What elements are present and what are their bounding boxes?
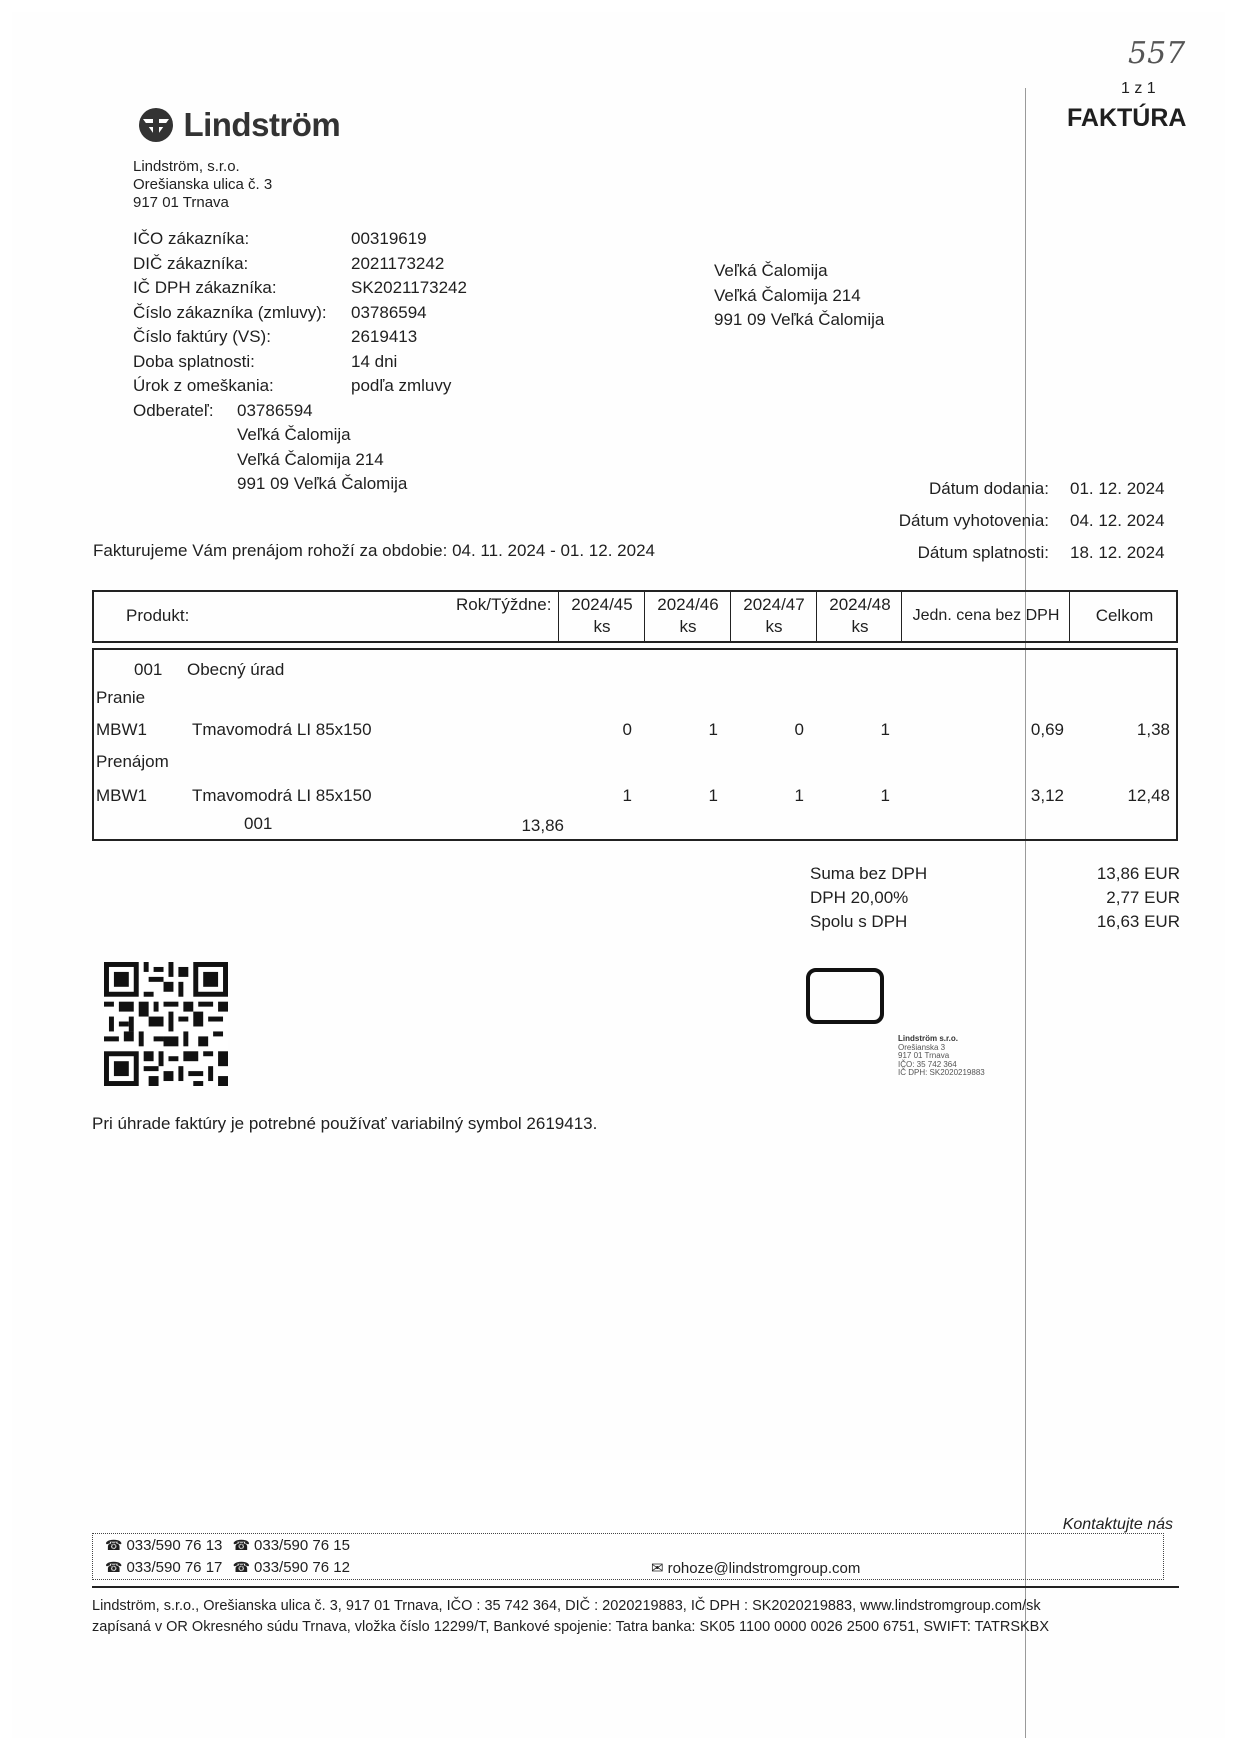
footer-line-1: Lindström, s.r.o., Orešianska ulica č. 3, 917 01 Trnava, IČO : 35 742 364, DIČ : 2020219883, IČ DPH : SK2020219883, www.lindstromgroup.com/sk xyxy=(92,1598,1041,1614)
odberatel-label: Odberateľ: xyxy=(133,400,214,420)
odberatel-city: 991 09 Veľká Čalomija xyxy=(237,474,408,493)
unit-label: ks xyxy=(593,617,611,636)
stamp-line: IČ DPH: SK2020219883 xyxy=(898,1068,985,1077)
stamp-line: IČO: 35 742 364 xyxy=(898,1059,957,1069)
recipient-city: 991 09 Veľká Čalomija xyxy=(714,310,885,329)
unit-label: ks xyxy=(851,617,869,636)
info-value: 14 dni xyxy=(351,351,398,371)
stamp-line: 917 01 Trnava xyxy=(898,1051,950,1060)
date-value: 04. 12. 2024 xyxy=(1070,511,1165,530)
header-week xyxy=(818,594,902,638)
phone-number: 033/590 76 15 xyxy=(254,1537,350,1554)
total-value: 13,86 EUR xyxy=(1096,864,1180,883)
phone-number: 033/590 76 17 xyxy=(126,1559,223,1576)
unit-label: ks xyxy=(679,617,697,636)
column-divider xyxy=(730,592,731,641)
phone-icon: ☎ xyxy=(232,1537,251,1553)
header-product: Produkt: xyxy=(126,606,190,625)
info-row xyxy=(133,374,467,399)
info-value: podľa zmluvy xyxy=(351,376,452,395)
info-label: Číslo faktúry (VS): xyxy=(133,327,271,346)
date-value: 01. 12. 2024 xyxy=(1070,479,1165,498)
item-qty: 1 xyxy=(708,720,718,739)
footer-line-2: zapísaná v OR Okresného súdu Trnava, vložka číslo 12299/T, Bankové spojenie: Tatra banka: SK05 1100 0000 0026 2500 6751, SWIFT: TATRSKBX xyxy=(92,1619,1050,1635)
supplier-city: 917 01 Trnava xyxy=(133,194,229,211)
logo-text: Lindström xyxy=(183,106,341,143)
page-indicator: 1 z 1 xyxy=(1121,80,1156,97)
table-header xyxy=(92,590,1178,643)
contact-box xyxy=(92,1533,1164,1580)
section-name: Prenájom xyxy=(96,752,169,771)
redacted-signature xyxy=(806,968,884,1024)
recipient-street: Veľká Čalomija 214 xyxy=(714,285,861,305)
recipient-name: Veľká Čalomija xyxy=(714,261,828,280)
recipient-address xyxy=(714,259,884,333)
group-code: 001 xyxy=(134,660,163,679)
company-stamp xyxy=(898,1035,985,1078)
info-label: Doba splatnosti: xyxy=(133,351,255,371)
supplier-name: Lindström, s.r.o. xyxy=(133,158,240,175)
payment-note: Pri úhrade faktúry je potrebné používať variabilný symbol 2619413. xyxy=(92,1114,598,1133)
odberatel-row xyxy=(133,399,467,424)
column-divider xyxy=(1069,592,1070,641)
email-link[interactable]: rohoze@lindstromgroup.com xyxy=(667,1560,861,1577)
total-value: 16,63 EUR xyxy=(1096,912,1180,931)
info-row xyxy=(133,325,467,350)
info-value: 03786594 xyxy=(351,302,427,322)
document-title: FAKTÚRA xyxy=(1067,104,1187,132)
item-total: 1,38 xyxy=(1136,720,1170,739)
unit-label: ks xyxy=(765,617,783,636)
info-value: 2619413 xyxy=(351,327,418,346)
item-price: 3,12 xyxy=(1030,786,1064,805)
header-year-week: Rok/Týždne: xyxy=(456,595,552,614)
phone-icon: ☎ xyxy=(105,1559,123,1575)
phone-row xyxy=(105,1559,350,1576)
handwritten-number: 557 xyxy=(1128,36,1186,71)
qr-code-icon xyxy=(104,962,228,1086)
item-total: 12,48 xyxy=(1127,786,1170,805)
header-week xyxy=(560,594,644,638)
date-label: Dátum splatnosti: xyxy=(917,543,1049,562)
item-qty: 0 xyxy=(794,720,804,739)
header-week xyxy=(646,594,730,638)
info-row xyxy=(133,227,467,252)
phone-number: 033/590 76 12 xyxy=(254,1559,350,1576)
phone-row xyxy=(105,1537,350,1554)
info-label: IČO zákazníka: xyxy=(133,229,250,248)
total-label: Spolu s DPH xyxy=(810,912,908,931)
odberatel-street: Veľká Čalomija 214 xyxy=(237,449,384,469)
supplier-street: Orešianska ulica č. 3 xyxy=(133,176,273,193)
group-name: Obecný úrad xyxy=(187,660,285,679)
item-qty: 1 xyxy=(880,786,890,805)
contact-title: Kontaktujte nás xyxy=(1062,1516,1173,1533)
info-value: SK2021173242 xyxy=(351,278,467,297)
supplier-address xyxy=(133,158,272,212)
header-unit-price: Jedn. cena bez DPH xyxy=(912,607,1060,624)
week-label: 2024/48 xyxy=(829,595,891,614)
column-divider xyxy=(558,592,559,641)
item-code: MBW1 xyxy=(96,786,147,805)
billing-period: Fakturujeme Vám prenájom rohoží za obdobie: 04. 11. 2024 - 01. 12. 2024 xyxy=(93,541,655,560)
total-label: DPH 20,00% xyxy=(810,888,909,907)
phone-icon: ☎ xyxy=(232,1559,251,1575)
subtotal-code: 001 xyxy=(244,814,273,833)
total-label: Suma bez DPH xyxy=(810,864,928,883)
info-label: Úrok z omeškania: xyxy=(133,376,274,395)
subtotal-value: 13,86 xyxy=(521,816,564,835)
total-value: 2,77 EUR xyxy=(1106,888,1180,907)
item-code: MBW1 xyxy=(96,720,147,739)
customer-info xyxy=(133,227,467,497)
stamp-line: Orešianska 3 xyxy=(898,1042,946,1052)
info-value: 2021173242 xyxy=(351,253,445,273)
phone-number: 033/590 76 13 xyxy=(126,1537,223,1554)
item-description: Tmavomodrá LI 85x150 xyxy=(192,786,372,805)
stamp-line: Lindström s.r.o. xyxy=(898,1034,959,1043)
item-qty: 1 xyxy=(622,786,632,805)
item-qty: 1 xyxy=(794,786,804,805)
header-week xyxy=(732,594,816,638)
date-label: Dátum vyhotovenia: xyxy=(898,511,1049,530)
footer-divider xyxy=(92,1586,1179,1588)
email-row xyxy=(651,1559,860,1577)
date-label: Dátum dodania: xyxy=(928,479,1049,498)
info-row xyxy=(133,276,467,301)
info-row xyxy=(133,301,467,326)
mail-icon: ✉ xyxy=(651,1560,664,1577)
info-value: 00319619 xyxy=(351,229,427,248)
item-qty: 1 xyxy=(880,720,890,739)
odberatel-name: Veľká Čalomija xyxy=(237,425,351,444)
info-row xyxy=(133,350,467,375)
info-label: Číslo zákazníka (zmluvy): xyxy=(133,302,327,322)
odberatel-code: 03786594 xyxy=(237,400,313,420)
item-price: 0,69 xyxy=(1030,720,1064,739)
item-qty: 0 xyxy=(622,720,632,739)
column-divider xyxy=(816,592,817,641)
scan-line xyxy=(1025,88,1026,1738)
week-label: 2024/46 xyxy=(657,595,719,614)
week-label: 2024/45 xyxy=(571,595,633,614)
column-divider xyxy=(644,592,645,641)
lindstrom-logo-icon xyxy=(137,106,175,144)
section-name: Pranie xyxy=(96,688,146,707)
header-total: Celkom xyxy=(1095,606,1154,625)
phone-icon: ☎ xyxy=(105,1537,123,1553)
info-label: DIČ zákazníka: xyxy=(133,253,249,273)
info-row xyxy=(133,252,467,277)
table-body xyxy=(92,648,1178,841)
week-label: 2024/47 xyxy=(743,595,805,614)
item-description: Tmavomodrá LI 85x150 xyxy=(192,720,372,739)
item-qty: 1 xyxy=(708,786,718,805)
date-value: 18. 12. 2024 xyxy=(1070,543,1165,562)
company-logo xyxy=(137,106,340,144)
info-label: IČ DPH zákazníka: xyxy=(133,278,277,297)
